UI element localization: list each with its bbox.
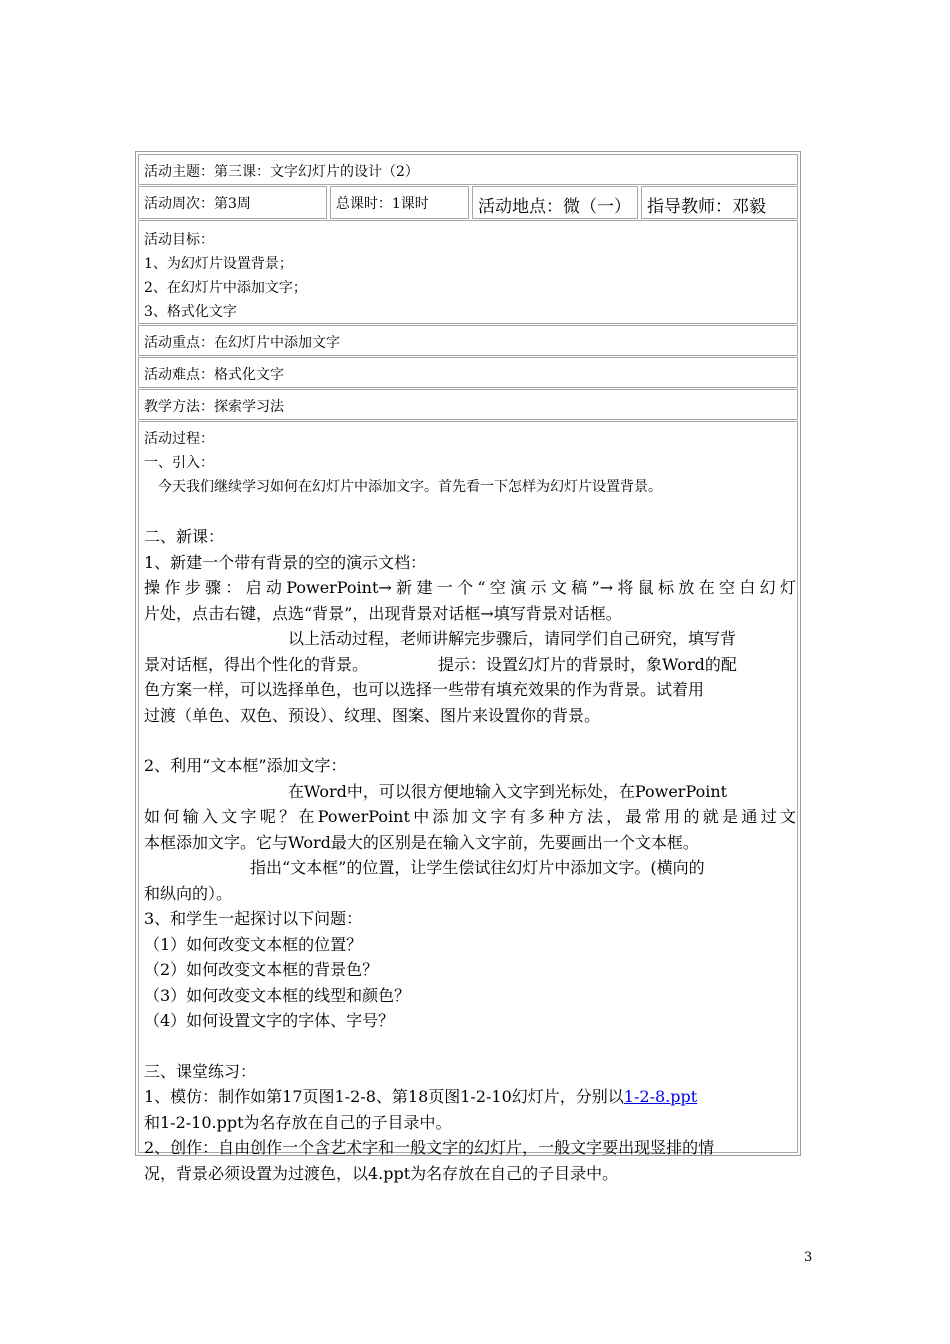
practice-heading: 三、课堂练习：	[144, 1061, 257, 1081]
practice1-line	[144, 1084, 797, 1110]
step1-heading: 1、新建一个带有背景的空的演示文档：	[144, 552, 427, 572]
theme-row	[138, 154, 798, 185]
goals-title: 活动目标：	[144, 232, 214, 248]
goal-item: 2、在幻灯片中添加文字；	[144, 280, 307, 296]
goal-item: 1、为幻灯片设置背景；	[144, 256, 293, 272]
step1-line: 以上活动过程，老师讲解完步骤后，请同学们自己研究，填写背	[288, 629, 737, 648]
difficulty-text: 活动难点：格式化文字	[144, 367, 284, 383]
step1-line: 操作步骤：启动PowerPoint→新建一个“空演示文稿”→将鼠标放在空白幻灯	[144, 578, 796, 597]
goal-item: 3、格式化文字	[144, 304, 237, 320]
info-row	[138, 186, 798, 219]
key-point-row	[138, 325, 798, 356]
difficulty-row	[138, 357, 798, 388]
step2-heading: 2、利用“文本框”添加文字：	[144, 756, 347, 775]
process-row	[138, 421, 798, 1183]
method-text: 教学方法：探索学习法	[144, 399, 284, 415]
step1-line: 过渡（单色、双色、预设）、纹理、图案、图片来设置你的背景。	[144, 705, 601, 725]
step2-line: 指出“文本框”的位置，让学生偿试往幻灯片中添加文字。(横向的	[250, 858, 705, 877]
week-cell: 活动周次：第3周	[138, 186, 327, 219]
hours-cell: 总课时：1课时	[330, 186, 469, 219]
practice1-text: 1、模仿：制作如第17页图1-2-8、第18页图1-2-10幻灯片，分别以	[144, 1087, 624, 1106]
key-point-text: 活动重点：在幻灯片中添加文字	[144, 335, 340, 351]
step1-line-split	[144, 652, 797, 678]
step1-hint: 提示：设置幻灯片的背景时，象Word的配	[438, 654, 737, 674]
question-item: （3）如何改变文本框的线型和颜色？	[144, 985, 411, 1005]
step2-line: 在Word中，可以很方便地输入文字到光标处，在PowerPoint	[288, 781, 728, 801]
question-item: （4）如何设置文字的字体、字号？	[144, 1011, 395, 1030]
page-number: 3	[804, 1250, 813, 1265]
new-lesson-heading: 二、新课：	[144, 527, 225, 546]
step1-line: 景对话框，得出个性化的背景。	[144, 654, 369, 674]
step1-line: 片处，点击右键，点选“背景”，出现背景对话框→填写背景对话框。	[144, 603, 622, 623]
place-cell: 活动地点：微（一）	[472, 186, 638, 219]
intro-text: 今天我们继续学习如何在幻灯片中添加文字。首先看一下怎样为幻灯片设置背景。	[158, 479, 662, 495]
method-row	[138, 389, 798, 420]
step2-line: 本框添加文字。它与Word最大的区别是在输入文字前，先要画出一个文本框。	[144, 832, 699, 852]
step2-line: 和纵向的）。	[144, 883, 233, 903]
step1-line: 色方案一样，可以选择单色，也可以选择一些带有填充效果的作为背景。试着用	[144, 680, 705, 699]
step2-line: 如何输入文字呢？在PowerPoint中添加文字有多种方法，最常用的就是通过文	[144, 807, 796, 826]
practice1-line2: 和1-2-10.ppt为名存放在自己的子目录中。	[144, 1112, 452, 1132]
practice2-line: 况，背景必须设置为过渡色，以4.ppt为名存放在自己的子目录中。	[144, 1163, 619, 1183]
goals-row	[138, 220, 798, 324]
teacher-cell: 指导教师：邓毅	[641, 186, 798, 219]
intro-heading: 一、引入：	[144, 455, 214, 471]
question-item: （1）如何改变文本框的位置？	[144, 934, 363, 954]
step3-heading: 3、和学生一起探讨以下问题：	[144, 909, 363, 928]
ppt-link[interactable]: 1-2-8.ppt	[623, 1087, 698, 1106]
practice2-line: 2、创作：自由创作一个含艺术字和一般文字的幻灯片，一般文字要出现竖排的情	[144, 1138, 715, 1157]
process-title: 活动过程：	[144, 431, 214, 447]
theme-text: 活动主题：第三课：文字幻灯片的设计（2）	[144, 164, 419, 180]
lesson-plan-table	[135, 151, 801, 1183]
question-item: （2）如何改变文本框的背景色？	[144, 960, 379, 979]
